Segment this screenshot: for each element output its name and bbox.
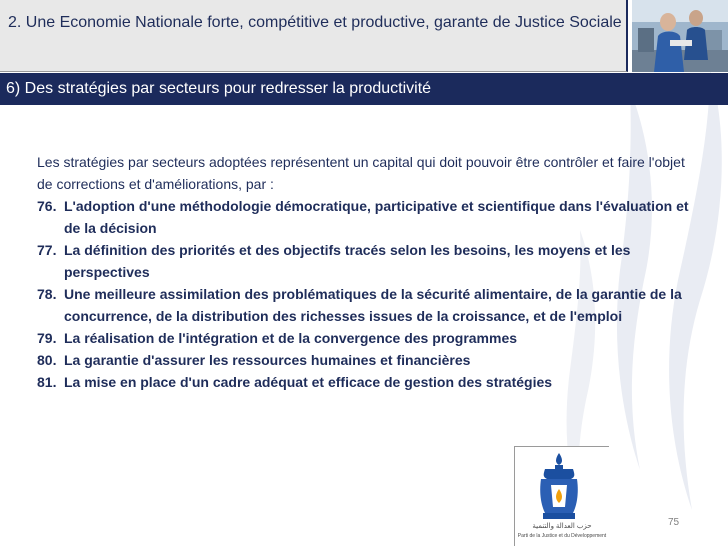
list-item-number: 77. bbox=[37, 242, 57, 258]
intro-paragraph: Les stratégies par secteurs adoptées représentent un capital qui doit pouvoir être contrôler et faire l'objet de corrections et d'améliorations, par : bbox=[37, 154, 685, 192]
industrial-workers-photo bbox=[632, 0, 728, 72]
list-item-number: 78. bbox=[37, 286, 57, 302]
strategy-list bbox=[37, 195, 697, 393]
list-item bbox=[37, 327, 697, 349]
list-item-text: L'adoption d'une méthodologie démocratique, participative et scientifique dans l'évaluation et de la décision bbox=[64, 198, 689, 236]
lantern-logo-icon bbox=[515, 451, 609, 523]
list-item-number: 80. bbox=[37, 352, 57, 368]
list-item-text: La réalisation de l'intégration et de la convergence des programmes bbox=[64, 330, 518, 346]
logo-arabic-text: حزب العدالة والتنمية bbox=[532, 523, 592, 530]
list-item-text: La définition des priorités et des objectifs tracés selon les besoins, les moyens et les perspectives bbox=[64, 242, 631, 280]
list-item-text: La garantie d'assurer les ressources humaines et financières bbox=[64, 352, 471, 368]
slide-title: 2. Une Economie Nationale forte, compétitive et productive, garante de Justice Sociale bbox=[8, 14, 622, 31]
slide-content bbox=[37, 151, 697, 393]
list-item bbox=[37, 195, 697, 239]
list-item-number: 81. bbox=[37, 374, 57, 390]
list-item-text: Une meilleure assimilation des problématiques de la sécurité alimentaire, de la garantie de la concurrence, de la distribution des richesses issues de la croissance, et de l'emploi bbox=[64, 286, 682, 324]
list-item bbox=[37, 239, 697, 283]
list-item-number: 79. bbox=[37, 330, 57, 346]
page-number: 75 bbox=[668, 517, 680, 528]
subtitle-bar bbox=[0, 73, 728, 105]
list-item-text: La mise en place d'un cadre adéquat et efficace de gestion des stratégies bbox=[64, 374, 553, 390]
party-logo bbox=[514, 446, 609, 546]
slide-subtitle: 6) Des stratégies par secteurs pour redresser la productivité bbox=[6, 80, 432, 97]
list-item-number: 76. bbox=[37, 198, 57, 214]
list-item bbox=[37, 349, 697, 371]
title-block bbox=[0, 0, 628, 72]
list-item bbox=[37, 283, 697, 327]
logo-latin-text: Parti de la Justice et du Développement bbox=[517, 533, 607, 539]
list-item bbox=[37, 371, 697, 393]
